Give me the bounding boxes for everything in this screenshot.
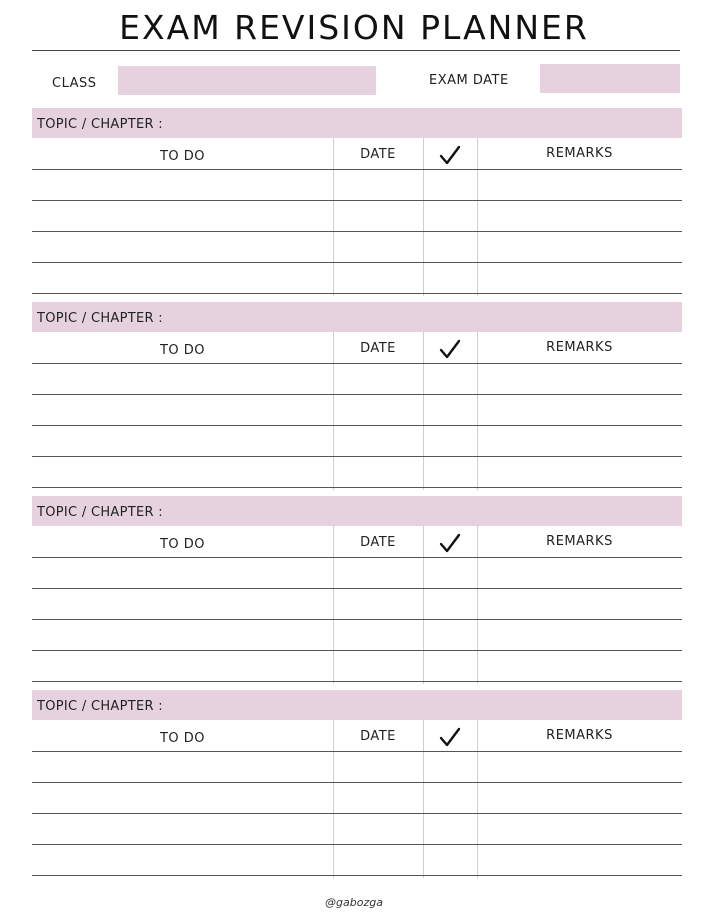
remarks-cell[interactable] (477, 364, 682, 394)
check-cell[interactable] (423, 457, 477, 487)
row-rule (32, 487, 682, 488)
todo-cell[interactable] (32, 783, 333, 813)
todo-cell[interactable] (32, 263, 333, 293)
topic-chapter-label: TOPIC / CHAPTER : (37, 699, 163, 714)
topic-chapter-field[interactable] (32, 108, 682, 138)
check-cell[interactable] (423, 232, 477, 262)
table-row (32, 752, 682, 782)
remarks-cell[interactable] (477, 395, 682, 425)
footer-credit: @gabozga (325, 896, 383, 909)
date-cell[interactable] (333, 783, 423, 813)
remarks-cell[interactable] (477, 620, 682, 650)
date-cell[interactable] (333, 814, 423, 844)
date-cell[interactable] (333, 457, 423, 487)
table-row (32, 426, 682, 456)
table-row (32, 845, 682, 875)
column-header-date: DATE (360, 535, 396, 550)
revision-section (32, 108, 682, 302)
table-row (32, 457, 682, 487)
table-row (32, 395, 682, 425)
remarks-cell[interactable] (477, 589, 682, 619)
todo-cell[interactable] (32, 201, 333, 231)
row-rule (32, 875, 682, 876)
remarks-cell[interactable] (477, 752, 682, 782)
date-cell[interactable] (333, 752, 423, 782)
column-header-date: DATE (360, 729, 396, 744)
row-rule (32, 681, 682, 682)
date-cell[interactable] (333, 232, 423, 262)
row-rule (32, 293, 682, 294)
revision-section (32, 690, 682, 884)
check-cell[interactable] (423, 426, 477, 456)
revision-section (32, 496, 682, 690)
topic-chapter-label: TOPIC / CHAPTER : (37, 311, 163, 326)
date-cell[interactable] (333, 170, 423, 200)
check-cell[interactable] (423, 814, 477, 844)
todo-cell[interactable] (32, 232, 333, 262)
table-row (32, 814, 682, 844)
todo-cell[interactable] (32, 752, 333, 782)
checkmark-icon (438, 338, 462, 360)
remarks-cell[interactable] (477, 201, 682, 231)
date-cell[interactable] (333, 426, 423, 456)
remarks-cell[interactable] (477, 232, 682, 262)
date-cell[interactable] (333, 589, 423, 619)
check-cell[interactable] (423, 620, 477, 650)
column-header-remarks: REMARKS (546, 340, 613, 355)
exam-date-field[interactable] (540, 64, 680, 93)
revision-section (32, 302, 682, 496)
date-cell[interactable] (333, 263, 423, 293)
date-cell[interactable] (333, 395, 423, 425)
remarks-cell[interactable] (477, 651, 682, 681)
topic-chapter-label: TOPIC / CHAPTER : (37, 117, 163, 132)
check-cell[interactable] (423, 263, 477, 293)
table-row (32, 783, 682, 813)
column-header-remarks: REMARKS (546, 534, 613, 549)
date-cell[interactable] (333, 364, 423, 394)
topic-chapter-field[interactable] (32, 496, 682, 526)
todo-cell[interactable] (32, 845, 333, 875)
table-row (32, 589, 682, 619)
checkmark-icon (438, 144, 462, 166)
check-cell[interactable] (423, 845, 477, 875)
check-cell[interactable] (423, 364, 477, 394)
check-cell[interactable] (423, 395, 477, 425)
table-row (32, 232, 682, 262)
todo-cell[interactable] (32, 620, 333, 650)
column-header-date: DATE (360, 147, 396, 162)
todo-cell[interactable] (32, 589, 333, 619)
remarks-cell[interactable] (477, 170, 682, 200)
check-cell[interactable] (423, 651, 477, 681)
check-cell[interactable] (423, 170, 477, 200)
remarks-cell[interactable] (477, 558, 682, 588)
table-row (32, 620, 682, 650)
page-title: EXAM REVISION PLANNER (119, 8, 589, 47)
table-row (32, 170, 682, 200)
column-header-todo: TO DO (159, 537, 206, 552)
checkmark-icon (438, 532, 462, 554)
remarks-cell[interactable] (477, 845, 682, 875)
column-header-remarks: REMARKS (546, 728, 613, 743)
date-cell[interactable] (333, 201, 423, 231)
todo-cell[interactable] (32, 395, 333, 425)
checkmark-icon (438, 726, 462, 748)
topic-chapter-label: TOPIC / CHAPTER : (37, 505, 163, 520)
remarks-cell[interactable] (477, 814, 682, 844)
table-row (32, 263, 682, 293)
todo-cell[interactable] (32, 426, 333, 456)
column-header-remarks: REMARKS (546, 146, 613, 161)
check-cell[interactable] (423, 558, 477, 588)
date-cell[interactable] (333, 651, 423, 681)
column-header-date: DATE (360, 341, 396, 356)
remarks-cell[interactable] (477, 263, 682, 293)
todo-cell[interactable] (32, 364, 333, 394)
date-cell[interactable] (333, 558, 423, 588)
date-cell[interactable] (333, 620, 423, 650)
class-label: CLASS (52, 76, 97, 91)
table-row (32, 201, 682, 231)
todo-cell[interactable] (32, 651, 333, 681)
remarks-cell[interactable] (477, 783, 682, 813)
todo-cell[interactable] (32, 558, 333, 588)
exam-date-label: EXAM DATE (429, 73, 509, 88)
date-cell[interactable] (333, 845, 423, 875)
table-row (32, 651, 682, 681)
column-header-todo: TO DO (159, 343, 206, 358)
check-cell[interactable] (423, 752, 477, 782)
topic-chapter-field[interactable] (32, 690, 682, 720)
check-cell[interactable] (423, 201, 477, 231)
todo-cell[interactable] (32, 814, 333, 844)
todo-cell[interactable] (32, 170, 333, 200)
title-divider (32, 50, 680, 51)
remarks-cell[interactable] (477, 426, 682, 456)
remarks-cell[interactable] (477, 457, 682, 487)
column-header-todo: TO DO (159, 149, 206, 164)
table-row (32, 364, 682, 394)
todo-cell[interactable] (32, 457, 333, 487)
table-row (32, 558, 682, 588)
check-cell[interactable] (423, 589, 477, 619)
class-field[interactable] (118, 66, 376, 95)
check-cell[interactable] (423, 783, 477, 813)
column-header-todo: TO DO (159, 731, 206, 746)
topic-chapter-field[interactable] (32, 302, 682, 332)
